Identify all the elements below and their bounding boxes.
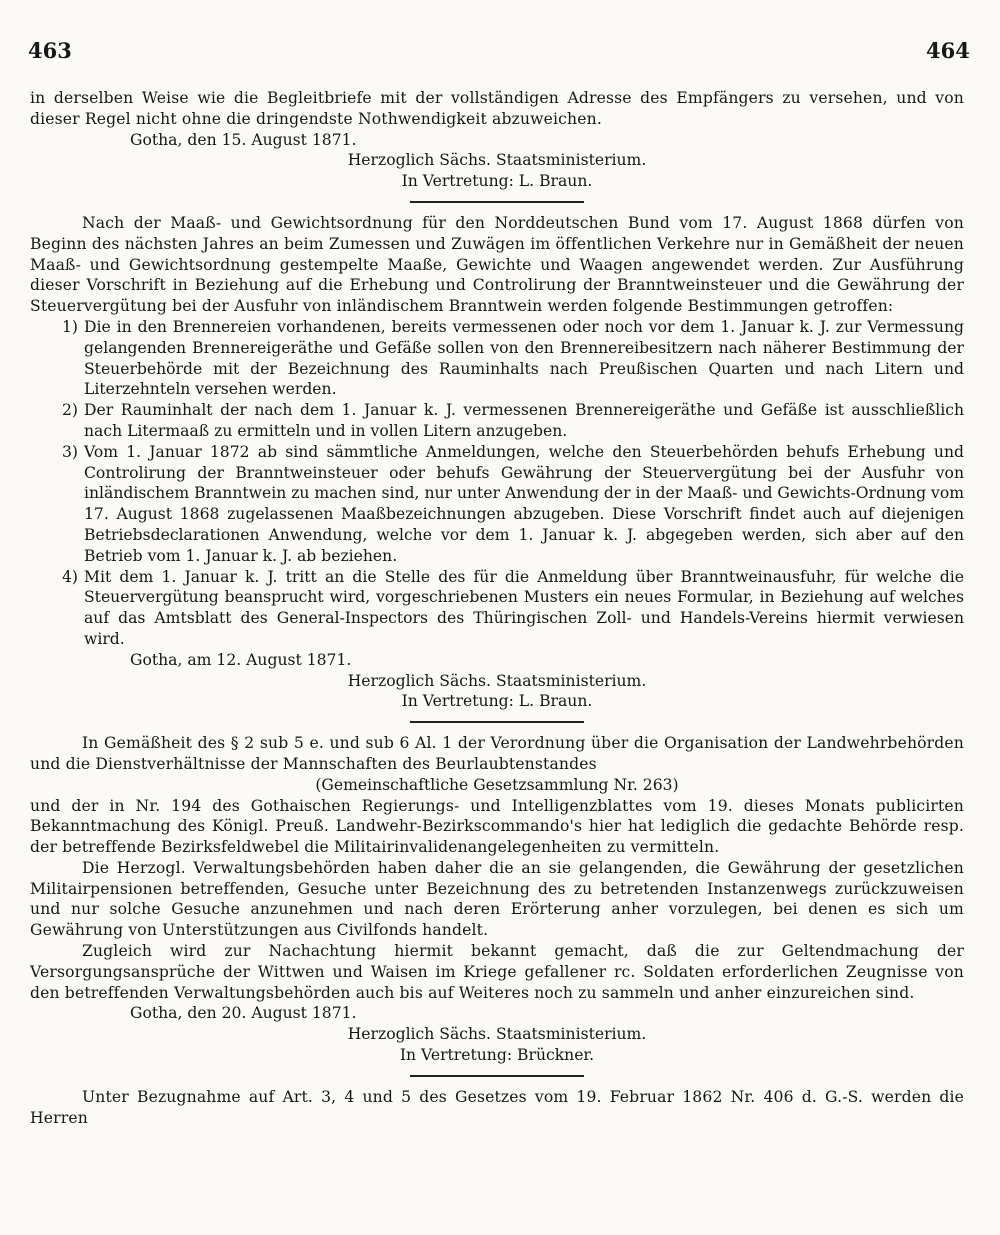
list-item-text: Die in den Brennereien vorhandenen, bereits vermessenen oder noch vor dem 1. Januar k. J. zur Vermessung gelangenden Brennereigeräthe und Gefäße sollen von den Brennereibesitzern nach näherer Bestimmung der Steuerbehörde mit der Bezeichnung des Rauminhalts nach Preußischen Quarten und nach Litern und Literzehnteln versehen werden. [84, 317, 964, 399]
section3-paragraph-continued: und der in Nr. 194 des Gothaischen Regierungs- und Intelligenzblattes vom 19. dieses Monats publicirten Bekanntmachung des Königl. Preuß. Landwehr-Bezirkscommando's hier hat lediglich die gedachte Behörde resp. der betreffende Bezirksfeldwebel die Militairinvalidenangelegenheiten zu vermitteln. [30, 796, 964, 857]
list-item-text: Vom 1. Januar 1872 ab sind sämmtliche Anmeldungen, welche den Steuerbehörden behufs Erhebung und Controlirung der Branntweinsteuer oder behufs Gewährung der Steuervergütung bei der Ausfuhr von inländischem Branntwein zu machen sind, nur unter Anwendung der in der Maaß- und Gewichts-Ordnung vom 17. August 1868 zugelassenen Maaßbezeichnungen abzugeben. Diese Vorschrift findet auch auf diejenigen Betriebsdeclarationen Anwendung, welche vor dem 1. Januar k. J. abgegeben werden, sich aber auf den Betrieb vom 1. Januar k. J. ab beziehen. [84, 442, 964, 565]
section3-deputy: In Vertretung: Brückner. [399, 1046, 595, 1065]
list-item-number: 4) [61, 567, 78, 586]
section3-place-date: Gotha, den 20. August 1871. [130, 1004, 357, 1023]
section1-authority: Herzoglich Sächs. Staatsministerium. [347, 151, 647, 170]
list-item [30, 567, 964, 650]
section-divider [410, 721, 584, 723]
page-number-right: 464 [926, 38, 970, 63]
list-item-text: Mit dem 1. Januar k. J. tritt an die Stelle des für die Anmeldung über Branntweinausfuhr, für welche die Steuervergütung beansprucht wird, vorgeschriebenen Musters ein neues Formular, in Beziehung auf welches auf das Amtsblatt des General-Inspectors des Thüringischen Zoll- und Handels-Vereins hiermit verwiesen wird. [84, 567, 964, 648]
section2-authority: Herzoglich Sächs. Staatsministerium. [347, 671, 647, 690]
list-item-number: 2) [61, 401, 78, 420]
section3-intro: In Gemäßheit des § 2 sub 5 e. und sub 6 Al. 1 der Verordnung über die Organisation der Landwehrbehörden und die Dienstverhältnisse der Mannschaften des Beurlaubtenstandes [30, 734, 964, 773]
list-item-text: Der Rauminhalt der nach dem 1. Januar k. J. vermessenen Brennereigeräthe und Gefäße ist ausschließlich nach Litermaaß zu ermitteln und in vollen Litern anzugeben. [84, 401, 964, 440]
list-item [30, 442, 964, 567]
page-number-left: 463 [28, 38, 72, 63]
list-item-number: 3) [61, 442, 78, 461]
section-divider [410, 1075, 584, 1077]
section3-reference: (Gemeinschaftliche Gesetzsammlung Nr. 263) [315, 775, 679, 794]
section3-paragraph-3: Zugleich wird zur Nachachtung hiermit bekannt gemacht, daß die zur Geltendmachung der Versorgungsansprüche der Wittwen und Waisen im Kriege gefallener rc. Soldaten erforderlichen Zeugnisse von den betreffenden Verwaltungsbehörden auch bis auf Weiteres noch zu sammeln und anher einzureichen sind. [30, 942, 964, 1002]
section2-place-date: Gotha, am 12. August 1871. [130, 650, 352, 669]
section2-deputy: In Vertretung: L. Braun. [401, 692, 593, 711]
section2-intro: Nach der Maaß- und Gewichtsordnung für den Norddeutschen Bund vom 17. August 1868 dürfen von Beginn des nächsten Jahres an beim Zumessen und Zuwägen im öffentlichen Verkehre nur in Gemäßheit der neuen Maaß- und Gewichtsordnung gestempelte Maaße, Gewichte und Waagen angewendet werden. Zur Ausführung dieser Vorschrift in Beziehung auf die Erhebung und Controlirung der Branntweinsteuer und die Gewährung der Steuervergütung bei der Ausfuhr von inländischem Branntwein werden folgende Bestimmungen getroffen: [30, 213, 964, 316]
section1-deputy: In Vertretung: L. Braun. [401, 172, 593, 191]
section1-text: in derselben Weise wie die Begleitbriefe mit der vollständigen Adresse des Empfängers zu versehen, und von dieser Regel nicht ohne die dringendste Nothwendigkeit abzuweichen. [30, 89, 964, 128]
list-item-number: 1) [61, 317, 78, 336]
section3-authority: Herzoglich Sächs. Staatsministerium. [347, 1025, 647, 1044]
list-item [30, 317, 964, 400]
section-divider [410, 201, 584, 203]
text-column [30, 88, 964, 1128]
section1-place-date: Gotha, den 15. August 1871. [130, 130, 357, 149]
section3-paragraph-2: Die Herzogl. Verwaltungsbehörden haben daher die an sie gelangenden, die Gewährung der gesetzlichen Militairpensionen betreffenden, Gesuche unter Bezeichnung des zu betretenden Instanzenwegs zurückzuweisen und nur solche Gesuche anzunehmen und nach deren Erörterung anher vorzulegen, bei denen es sich um Gewährung von Unterstützungen aus Civilfonds handelt. [30, 858, 964, 940]
list-item [30, 400, 964, 442]
section4-text: Unter Bezugnahme auf Art. 3, 4 und 5 des Gesetzes vom 19. Februar 1862 Nr. 406 d. G.-S. werden die Herren [30, 1087, 964, 1127]
